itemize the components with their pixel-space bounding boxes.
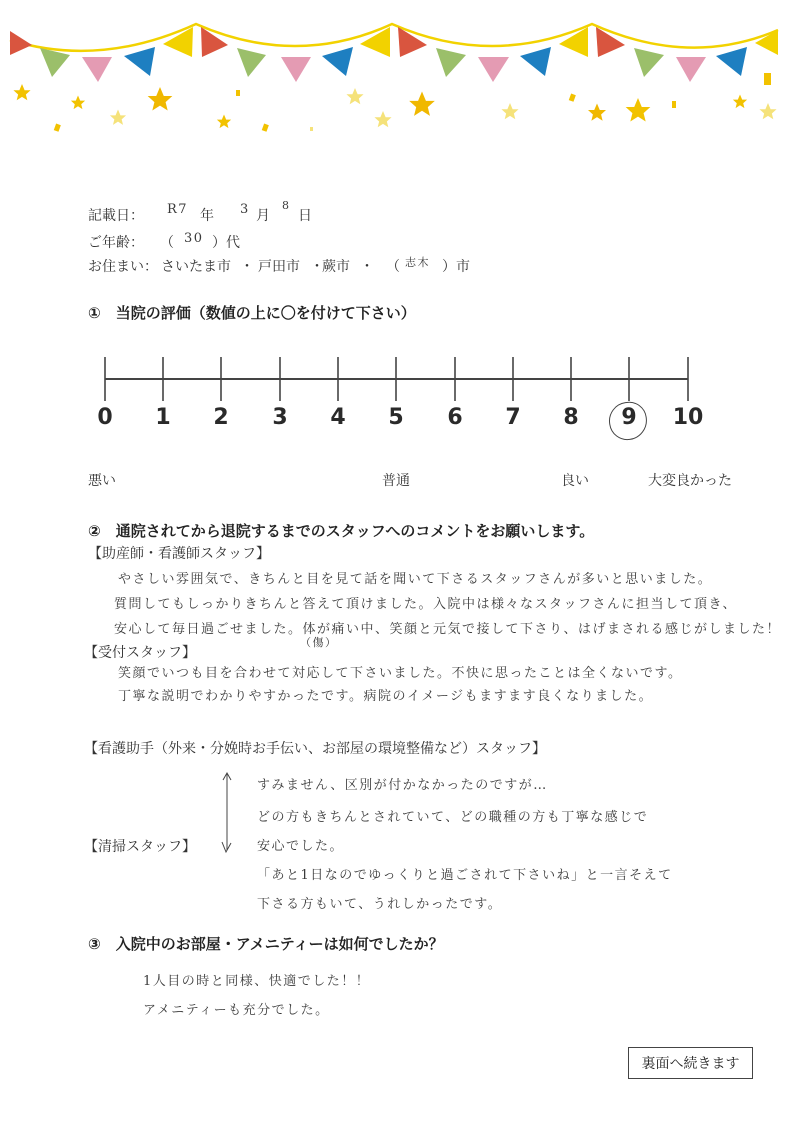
day-value: 8 [282,199,291,212]
room-comment-line: 1人目の時と同様、快適でした！！ [143,974,371,989]
scale-label-good: 良い [561,473,589,489]
midwife-comment-annotation: （傷） [300,636,338,649]
nursing-assistant-staff-label: 【看護助手（外来・分娩時お手伝い、お部屋の環境整備など）スタッフ】 [84,741,546,757]
rating-option-7[interactable]: 7 [505,405,521,430]
age-value: 30 [184,231,204,246]
rating-option-4[interactable]: 4 [330,405,346,430]
year-unit: 年 [200,208,214,224]
midwife-comment-line: 質問してもしっかりきちんと答えて頂けました。入院中は様々なスタッフさんに担当して頂き、 [114,597,737,612]
stars-icon [13,73,776,132]
scale-label-bad: 悪い [88,473,116,489]
scale-label-very-good: 大変良かった [648,473,732,489]
shared-comment-line: 「あと1日なのでゆっくりと過ごされて下さいね」と一言そえて [257,868,673,883]
residence-label: お住まい： [88,259,158,275]
rating-option-3[interactable]: 3 [272,405,288,430]
month-value: 3 [240,202,250,217]
reception-comment-line: 丁寧な説明でわかりやすかったです。病院のイメージもますます良くなりました。 [118,689,654,704]
midwife-comment-line: やさしい雰囲気で、きちんと目を見て話を聞いて下さるスタッフさんが多いと思いました。 [118,572,713,587]
scale-label-normal: 普通 [382,473,410,489]
rating-option-5[interactable]: 5 [388,405,404,430]
residence-toda: 戸田市 [258,259,300,275]
day-unit: 日 [298,208,312,224]
reception-comment-line: 笑顔でいつも目を合わせて対応して下さいました。不快に思ったことは全くないです。 [118,666,683,681]
shared-comment-line: 安心でした。 [257,839,345,854]
double-arrow-icon [218,770,238,855]
rating-option-0[interactable]: 0 [97,405,113,430]
shared-comment-line: すみません、区別が付かなかったのですが… [257,778,548,793]
residence-separator: ・ [240,259,254,275]
rating-option-9-selected[interactable]: 9 [621,405,637,430]
rating-option-10[interactable]: 10 [672,405,704,430]
bunting-icon [10,24,778,82]
rating-option-6[interactable]: 6 [447,405,463,430]
age-open-paren: （ [160,235,174,251]
bunting-banner-illustration [0,0,799,150]
rating-option-1[interactable]: 1 [155,405,171,430]
residence-other-close-paren: ）市 [442,259,470,275]
midwife-staff-label: 【助産師・看護師スタッフ】 [88,546,270,562]
midwife-comment-line: 安心して毎日過ごせました。体が痛い中、笑顔と元気で接して下さり、はげまされる感じがしました！ [114,622,782,637]
residence-other-open-paren: （ [386,259,400,275]
date-era-value: R7 [167,202,189,217]
continue-on-back-notice: 裏面へ続きます [628,1047,753,1079]
section3-title: ③ 入院中のお部屋・アメニティーは如何でしたか？ [88,935,444,953]
residence-other-value: 志木 [405,256,430,269]
date-label: 記載日： [88,208,144,224]
residence-separator: ・ [360,259,374,275]
residence-separator: ・ [310,259,324,275]
age-close-paren: ）代 [212,235,240,251]
section2-title: ② 通院されてから退院するまでのスタッフへのコメントをお願いします。 [88,522,595,540]
age-label: ご年齢： [88,235,144,251]
shared-comment-line: 下さる方もいて、うれしかったです。 [257,897,503,912]
rating-option-2[interactable]: 2 [213,405,229,430]
rating-option-8[interactable]: 8 [563,405,579,430]
shared-comment-line: どの方もきちんとされていて、どの職種の方も丁寧な感じで [257,810,649,825]
selected-circle-mark [607,400,650,443]
reception-staff-label: 【受付スタッフ】 [84,645,196,661]
month-unit: 月 [256,208,270,224]
section1-title: ① 当院の評価（数値の上に〇を付けて下さい） [88,304,416,322]
residence-saitama: さいたま市 [161,259,231,275]
cleaning-staff-label: 【清掃スタッフ】 [84,839,196,855]
room-comment-line: アメニティーも充分でした。 [143,1003,330,1018]
residence-warabi: 蕨市 [322,259,350,275]
